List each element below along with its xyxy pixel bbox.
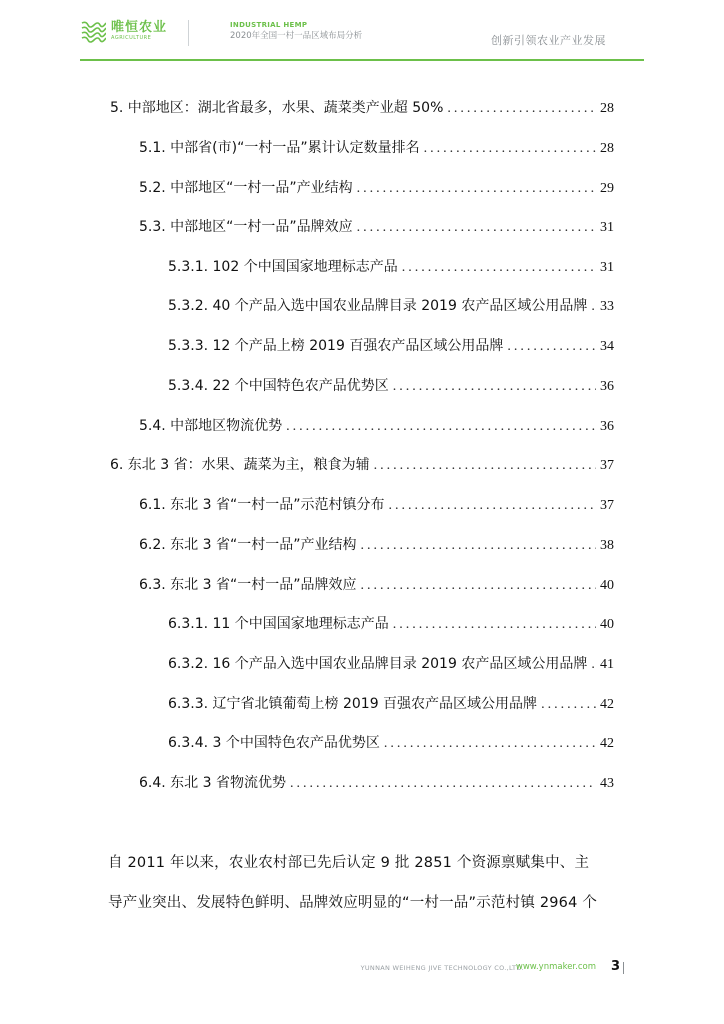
toc-leader <box>591 299 596 315</box>
toc-leader <box>424 141 596 157</box>
toc-entry[interactable] <box>168 335 614 355</box>
toc-entry-title: 5.2. 中部地区“一村一品”产业结构 <box>139 180 353 196</box>
toc-entry-page: 42 <box>600 736 614 751</box>
toc-entry-page: 37 <box>600 498 614 513</box>
toc-entry[interactable] <box>168 295 614 315</box>
toc-leader <box>286 419 596 435</box>
page-header <box>0 0 724 62</box>
toc-entry[interactable] <box>139 415 614 435</box>
body-paragraph-line: 自 2011 年以来，农业农村部已先后认定 9 批 2851 个资源禀赋集中、主 <box>108 855 590 871</box>
toc-entry-title: 5.3.3. 12 个产品上榜 2019 百强农产品区域公用品牌 <box>168 338 504 354</box>
toc-entry-page: 38 <box>600 538 614 553</box>
toc-entry-page: 37 <box>600 458 614 473</box>
toc-entry-title: 6.3.4. 3 个中国特色农产品优势区 <box>168 735 380 751</box>
toc-leader <box>447 101 596 117</box>
toc-leader <box>357 181 596 197</box>
toc-leader <box>393 379 596 395</box>
toc-entry-title: 6.1. 东北 3 省“一村一品”示范村镇分布 <box>139 497 385 513</box>
toc-entry[interactable] <box>139 574 614 594</box>
toc-leader <box>507 339 596 355</box>
logo-chinese-name: 唯恒农业 <box>111 19 168 35</box>
header-slogan: 创新引领农业产业发展 <box>491 34 606 47</box>
toc-leader <box>360 578 596 594</box>
toc-entry-title: 5.3.4. 22 个中国特色农产品优势区 <box>168 378 389 394</box>
footer-company: YUNNAN WEIHENG JIVE TECHNOLOGY CO.,LTD. <box>360 964 524 972</box>
toc-leader <box>290 776 596 792</box>
toc-entry-page: 36 <box>600 379 614 394</box>
toc-entry-title: 5.1. 中部省(市)“一村一品”累计认定数量排名 <box>139 140 420 156</box>
toc-entry-page: 41 <box>600 657 614 672</box>
toc-entry-page: 36 <box>600 419 614 434</box>
toc-entry[interactable] <box>168 375 614 395</box>
toc-entry-page: 43 <box>600 776 614 791</box>
toc-entry[interactable] <box>139 137 614 157</box>
footer-website-link[interactable]: www.ynmaker.com <box>515 962 596 972</box>
toc-entry-page: 29 <box>600 181 614 196</box>
report-english-title: INDUSTRIAL HEMP <box>230 21 308 29</box>
toc-entry[interactable] <box>110 97 614 117</box>
report-title-block <box>230 20 362 42</box>
page-number: 3 <box>610 959 620 974</box>
footer-divider <box>623 962 624 974</box>
toc-entry[interactable] <box>168 732 614 752</box>
toc-leader <box>360 538 596 554</box>
toc-entry-title: 6.2. 东北 3 省“一村一品”产业结构 <box>139 537 357 553</box>
toc-entry-page: 42 <box>600 697 614 712</box>
toc-entry-title: 5.4. 中部地区物流优势 <box>139 418 283 434</box>
header-divider <box>188 20 189 46</box>
toc-entry-title: 5.3.1. 102 个中国国家地理标志产品 <box>168 259 398 275</box>
page-footer <box>0 960 724 980</box>
toc-entry-page: 28 <box>600 101 614 116</box>
toc-entry[interactable] <box>168 693 614 713</box>
toc-entry[interactable] <box>139 216 614 236</box>
toc-leader <box>388 498 596 514</box>
toc-entry-page: 28 <box>600 141 614 156</box>
toc-entry[interactable] <box>168 653 614 673</box>
company-logo <box>80 19 167 43</box>
toc-entry-page: 40 <box>600 578 614 593</box>
header-rule <box>80 59 644 61</box>
toc-entry-page: 34 <box>600 339 614 354</box>
toc-leader <box>357 220 596 236</box>
toc-entry-title: 6.3.1. 11 个中国国家地理标志产品 <box>168 616 389 632</box>
toc-entry-title: 5.3.2. 40 个产品入选中国农业品牌目录 2019 农产品区域公用品牌 <box>168 298 588 314</box>
toc-entry[interactable] <box>139 772 614 792</box>
toc-leader <box>402 260 596 276</box>
logo-english-name: AGRICULTURE <box>111 34 152 41</box>
toc-leader <box>393 617 596 633</box>
toc-entry-title: 6.3. 东北 3 省“一村一品”品牌效应 <box>139 577 357 593</box>
toc-leader <box>591 657 596 673</box>
toc-entry[interactable] <box>110 454 614 474</box>
toc-leader <box>384 736 596 752</box>
toc-entry-page: 31 <box>600 220 614 235</box>
toc-entry-title: 5.3. 中部地区“一村一品”品牌效应 <box>139 219 353 235</box>
toc-entry-title: 6.3.2. 16 个产品入选中国农业品牌目录 2019 农产品区域公用品牌 <box>168 656 588 672</box>
toc-entry-title: 5. 中部地区：湖北省最多，水果、蔬菜类产业超 50% <box>110 100 444 116</box>
toc-entry-title: 6.4. 东北 3 省物流优势 <box>139 775 286 791</box>
toc-entry-page: 31 <box>600 260 614 275</box>
toc-leader <box>374 458 596 474</box>
toc-entry-page: 40 <box>600 617 614 632</box>
body-paragraph-line: 导产业突出、发展特色鲜明、品牌效应明显的“一村一品”示范村镇 2964 个 <box>108 895 598 911</box>
toc-entry[interactable] <box>139 177 614 197</box>
toc-entry-title: 6. 东北 3 省：水果、蔬菜为主，粮食为辅 <box>110 457 370 473</box>
toc-entry-title: 6.3.3. 辽宁省北镇葡萄上榜 2019 百强农产品区域公用品牌 <box>168 696 538 712</box>
toc-entry-page: 33 <box>600 299 614 314</box>
toc-entry[interactable] <box>168 256 614 276</box>
toc-leader <box>541 697 596 713</box>
toc-entry[interactable] <box>168 613 614 633</box>
toc-entry[interactable] <box>139 534 614 554</box>
toc-entry[interactable] <box>139 494 614 514</box>
report-chinese-title: 2020年全国一村一品区域布局分析 <box>230 31 363 41</box>
leaf-logo-icon <box>80 19 106 43</box>
